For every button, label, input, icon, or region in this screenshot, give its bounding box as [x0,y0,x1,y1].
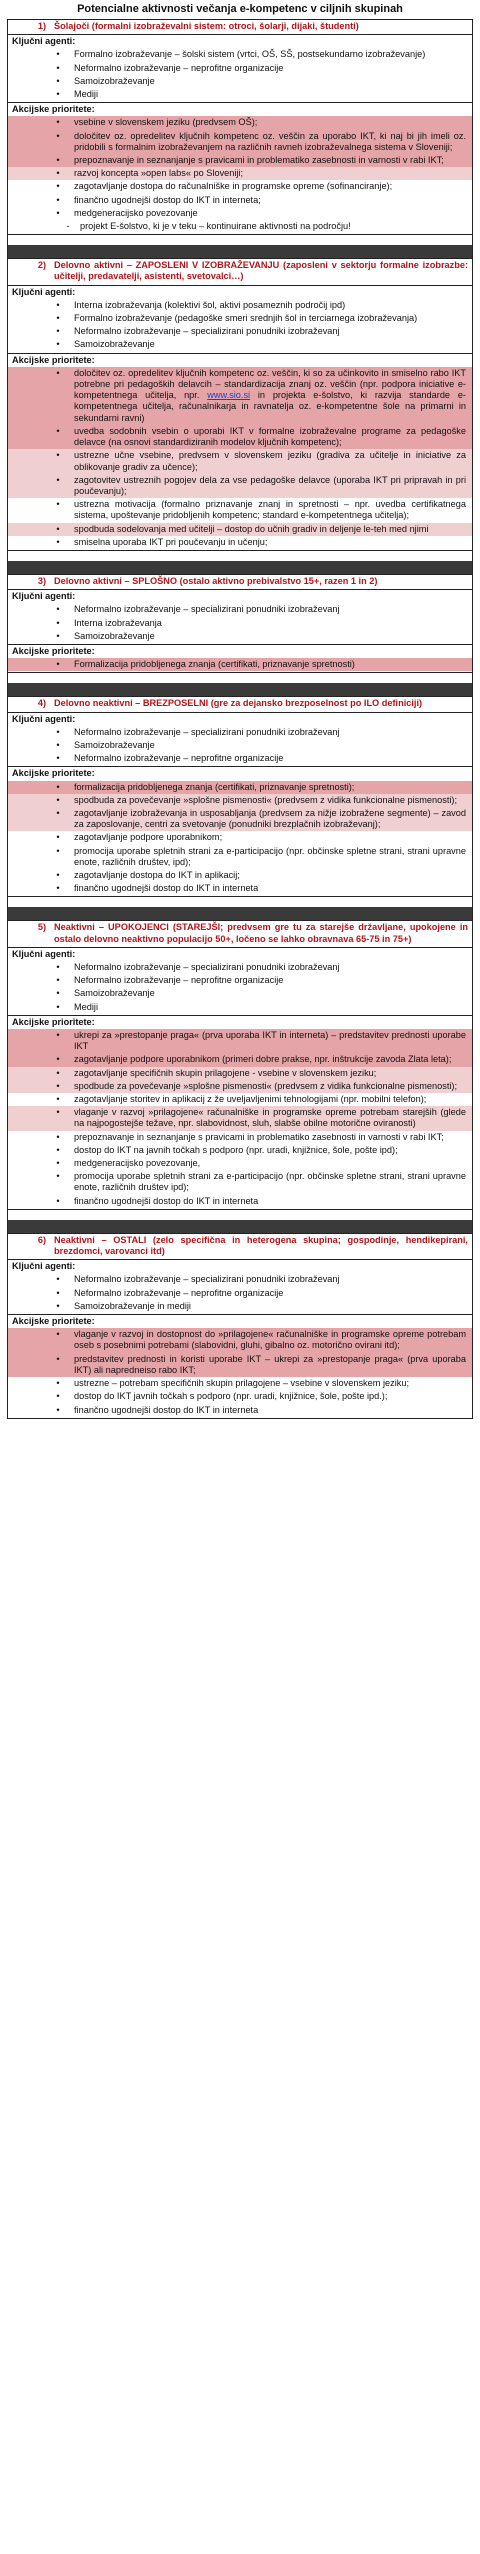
list-item: • Neformalno izobraževanje – neprofitne organizacije [8,752,472,765]
section-title: Delovno aktivni – SPLOŠNO (ostalo aktivno prebivalstvo 15+, razen 1 in 2) [54,575,378,586]
bullet-icon: • [56,1391,60,1402]
section-6-agents [8,1260,472,1315]
bullet-icon: • [56,753,60,764]
section-divider [8,245,472,259]
list-item: • vlaganje v razvoj in dostopnost do »prilagojene« računalniške in programske opreme potrebam oseb s posebnimi potrebami (slabovidni, gluhi, gibalno oz. motorično ovirani itd); [8,1328,472,1352]
section-number: 3) [37,575,46,586]
section-3-agents [8,590,472,645]
list-item: • vsebine v slovenskem jeziku (predvsem OŠ); [8,116,472,129]
bullet-icon: • [56,1107,60,1118]
bullet-icon: • [56,89,60,100]
bullet-icon: • [56,1131,60,1142]
bullet-icon: • [56,62,60,73]
list-item: • smiselna uporaba IKT pri poučevanju in učenju; [8,536,472,549]
section-2-priorities [8,354,472,550]
bullet-icon: • [56,450,60,461]
list-item: • Samoizobraževanje [8,75,472,88]
bullet-icon: • [56,499,60,510]
agents-label: Ključni agenti: [12,286,76,297]
list-item: • promocija uporabe spletnih strani za e-participacijo (npr. občinske spletne strani, strani upravne enote, različnih društev, ipd); [8,845,472,869]
list-item: • spodbuda za povečevanje »splošne pismenosti« (predvsem z vidika funkcionalne pismenosti); [8,794,472,807]
list-item: • razvoj koncepta »open labs« po Sloveniji; [8,167,472,180]
bullet-icon: • [56,845,60,856]
bullet-icon: • [56,1404,60,1415]
list-item: • določitev oz. opredelitev ključnih kompetenc oz. veščin, ki so za učinkovito in smiselno rabo IKT potrebne pri pedagoških delavcih – standardizacija znanj oz. veščin (npr. podpora iniciative e-kompetentnega učitelja, npr. www.sio.si in projekta e-šolstvo, ki razvija standarde e-kompetentnega učitelja, računalnikarja in ravnatelja oz. e-kompetentne šole na primarni in sekundarni ravni) [8,367,472,425]
list-item: • medgeneracijsko povezovanje, [8,1157,472,1170]
list-item: • formalizacija pridobljenega znanja (certifikati, priznavanje spretnosti); [8,781,472,794]
bullet-icon: • [56,1067,60,1078]
bullet-icon: • [56,313,60,324]
bullet-icon: • [56,168,60,179]
bullet-icon: • [56,536,60,547]
section-number: 5) [37,922,46,933]
section-2-heading [8,259,472,285]
list-item: • medgeneracijsko povezovanje [8,207,472,220]
dash-icon: - [66,221,70,232]
section-4-agents [8,713,472,768]
list-item: • Samoizobraževanje [8,987,472,1000]
bullet-icon: • [56,181,60,192]
list-item: • Mediji [8,88,472,101]
list-item: • Neformalno izobraževanje – specializirani ponudniki izobraževanj [8,603,472,616]
list-item: • finančno ugodnejši dostop do IKT in interneta; [8,194,472,207]
bullet-icon: • [56,975,60,986]
bullet-icon: • [56,1080,60,1091]
bullet-icon: • [56,1171,60,1182]
list-item: • ustrezne učne vsebine, predvsem v slovenskem jeziku (gradiva za učitelje in iniciative za oblikovanje gradiv za učence); [8,449,472,473]
section-6-priorities [8,1315,472,1418]
bullet-icon: • [56,523,60,534]
section-5-agents [8,948,472,1016]
list-item: • Neformalno izobraževanje – neprofitne organizacije [8,1287,472,1300]
bullet-icon: • [56,1274,60,1285]
section-5-heading [8,921,472,947]
bullet-icon: • [56,425,60,436]
section-title: Delovno aktivni – ZAPOSLENI V IZOBRAŽEVANJU (zaposleni v sektorju formalne izobrazbe: učitelji, predavatelji, asistenti, svetovalci…) [54,260,468,282]
list-item: • zagotavljanje dostopa do IKT in aplikacij; [8,869,472,882]
section-1-heading [8,20,472,35]
list-item: • vlaganje v razvoj »prilagojene« računalniške in programske opreme potrebam starejših (glede na najpogostejše težave, npr. slabovidnost, sluh, slabše obilne motorične oviranosti) [8,1106,472,1130]
list-item: • Interna izobraževanja (kolektivi šol, aktivi posameznih področij ipd) [8,299,472,312]
bullet-icon: • [56,299,60,310]
list-item: • Neformalno izobraževanje – specializirani ponudniki izobraževanj [8,1273,472,1286]
bullet-icon: • [56,869,60,880]
list-item: • zagotavljanje izobraževanja in usposabljanja (predvsem za nižje izobražene segmente) – zavod za zaposlovanje, centri za svetovanje (ponudniki brezplačnih izobraževanj); [8,807,472,831]
bullet-icon: • [56,988,60,999]
competence-table [7,19,473,1419]
agents-label: Ključni agenti: [12,1261,76,1272]
bullet-icon: • [56,659,60,670]
priorities-label: Akcijske prioritete: [12,354,95,365]
section-number: 2) [37,260,46,271]
list-item: • Neformalno izobraževanje – specializirani ponudniki izobraževanj [8,726,472,739]
priorities-label: Akcijske prioritete: [12,104,95,115]
list-item: • predstavitev prednosti in koristi uporabe IKT – ukrepi za »prestopanje praga« (prva uporaba IKT) ali napredneiso rabo IKT; [8,1353,472,1377]
bullet-icon: • [56,781,60,792]
bullet-icon: • [56,1378,60,1389]
list-item: • zagotavljanje dostopa do računalniške in programske opreme (sofinanciranje); [8,180,472,193]
agents-label: Ključni agenti: [12,36,76,47]
bullet-icon: • [56,194,60,205]
bullet-icon: • [56,130,60,141]
bullet-icon: • [56,1353,60,1364]
list-item: • ukrepi za »prestopanje praga« (prva uporaba IKT in interneta) – predstavitev prednosti uporabe IKT [8,1029,472,1053]
bullet-icon: • [56,49,60,60]
bullet-icon: • [56,883,60,894]
agents-label: Ključni agenti: [12,713,76,724]
section-divider [8,561,472,575]
section-4-heading [8,697,472,712]
list-item: - projekt E-šolstvo, ki je v teku – kontinuirane aktivnosti na področju! [8,220,472,233]
section-5-priorities [8,1016,472,1209]
bullet-icon: • [56,474,60,485]
bullet-icon: • [56,1329,60,1340]
list-item: • prepoznavanje in seznanjanje s pravicami in problematiko zasebnosti in varnosti v rabi IKT; [8,1131,472,1144]
bullet-icon: • [56,339,60,350]
section-number: 1) [37,21,46,31]
bullet-icon: • [56,1287,60,1298]
section-title: Neaktivni – OSTALI (zelo specifična in heterogena skupina; gospodinje, hendikepirani, brezdomci, varovanci itd) [54,1234,468,1257]
list-item: • zagotovitev ustreznih pogojev dela za vse pedagoške delavce (uporaba IKT pri pripravah in pri poučevanju); [8,474,472,498]
bullet-icon: • [56,207,60,218]
list-item: • ustrezna motivacija (formalno priznavanje znanj in spretnosti – npr. uvedba certifikatnega sistema, upoštevanje pridobljenih kompetenc; standard e-kompetentnega učitelja); [8,498,472,522]
section-divider [8,683,472,697]
section-1-priorities [8,103,472,234]
list-item: • zagotavljanje storitev in aplikacij z že uveljavljenimi tehnologijami (npr. mobilni telefon); [8,1093,472,1106]
list-item: • spodbude za povečevanje »splošne pismenosti« (predvsem z vidika funkcionalne pismenosti); [8,1080,472,1093]
priorities-label: Akcijske prioritete: [12,1016,95,1027]
list-item: • promocija uporabe spletnih strani za e-participacijo (npr. občinske spletne strani, strani upravne enote, različnih društev ipd); [8,1170,472,1194]
priorities-label: Akcijske prioritete: [12,768,95,779]
bullet-icon: • [56,794,60,805]
bullet-icon: • [56,1300,60,1311]
priorities-label: Akcijske prioritete: [12,645,95,656]
bullet-icon: • [56,604,60,615]
list-item: • Interna izobraževanja [8,617,472,630]
section-title: Neaktivni – UPOKOJENCI (STAREJŠI; predvsem gre tu za starejše državljane, upokojene in ostalo delovno neaktivno populacijo 50+, ločeno se lahko obravnava 65-75 in 75+) [54,922,468,944]
list-item: • zagotavljanje podpore uporabnikom (primeri dobre prakse, npr. inštrukcije zavoda Zlata leta); [8,1053,472,1066]
list-item: • Samoizobraževanje [8,338,472,351]
list-item: • določitev oz. opredelitev ključnih kompetenc oz. veščin za uporabo IKT, ki naj bi jih imeli oz. pridobili s formalnim izobraževanjem na različnih ravneh izobraževalnega sistema v Sloveniji; [8,130,472,154]
sio-link[interactable]: www.sio.si [207,390,251,401]
list-item: • Formalno izobraževanje – šolski sistem (vrtci, OŠ, SŠ, postsekundarno izobraževanje) [8,48,472,61]
bullet-icon: • [56,155,60,166]
priorities-label: Akcijske prioritete: [12,1316,95,1327]
section-4-priorities [8,767,472,896]
section-divider [8,1220,472,1234]
list-item: • dostop do IKT na javnih točkah s podporo (npr. uradi, knjižnice, šole, pošte ipd); [8,1144,472,1157]
bullet-icon: • [56,1030,60,1041]
bullet-icon: • [56,726,60,737]
list-item: • spodbuda sodelovanja med učitelji – dostop do učnih gradiv in deljenje le-teh med njimi [8,523,472,536]
list-item: • Samoizobraževanje [8,630,472,643]
agents-label: Ključni agenti: [12,948,76,959]
section-2-agents [8,286,472,354]
section-6-heading [8,1234,472,1260]
section-1-agents [8,35,472,103]
bullet-icon: • [56,617,60,628]
bullet-icon: • [56,1001,60,1012]
section-number: 4) [37,698,46,709]
list-item: • finančno ugodnejši dostop do IKT in interneta [8,882,472,895]
bullet-icon: • [56,739,60,750]
list-item: • Mediji [8,1001,472,1014]
list-item: • uvedba sodobnih vsebin o uporabi IKT v formalne izobraževalne programe za pedagoške delavce (na osnovi standardiziranih modelov ključnih kompetenc); [8,425,472,449]
list-item: • Neformalno izobraževanje – specializirani ponudniki izobraževanj [8,325,472,338]
list-item: • dostop do IKT javnih točkah s podporo (npr. uradi, knjižnice, šole, pošte ipd.); [8,1390,472,1403]
section-title: Delovno neaktivni – BREZPOSELNI (gre za dejansko brezposelnost po ILO definiciji) [54,698,423,709]
bullet-icon: • [56,1158,60,1169]
bullet-icon: • [56,807,60,818]
list-item: • Formalno izobraževanje (pedagoške smeri srednjih šol in terciarnega izobraževanja) [8,312,472,325]
bullet-icon: • [56,1195,60,1206]
document-title: Potencialne aktivnosti večanja e-kompetenc v ciljnih skupinah [77,3,403,15]
list-item: • Formalizacija pridobljenega znanja (certifikati, priznavanje spretnosti) [8,658,472,671]
bullet-icon: • [56,832,60,843]
bullet-icon: • [56,1094,60,1105]
list-item: • ustrezne – potrebam specifičnih skupin prilagojene – vsebine v slovenskem jeziku; [8,1377,472,1390]
agents-label: Ključni agenti: [12,591,76,602]
list-item: • zagotavljanje specifičnih skupin prilagojene - vsebine v slovenskem jeziku; [8,1067,472,1080]
list-item: • finančno ugodnejši dostop do IKT in interneta [8,1195,472,1208]
list-item: • Neformalno izobraževanje – neprofitne organizacije [8,62,472,75]
bullet-icon: • [56,1144,60,1155]
bullet-icon: • [56,1054,60,1065]
list-item: • zagotavljanje podpore uporabnikom; [8,831,472,844]
list-item: • Samoizobraževanje in mediji [8,1300,472,1313]
list-item: • Neformalno izobraževanje – neprofitne organizacije [8,974,472,987]
section-divider [8,907,472,921]
section-3-heading [8,575,472,590]
bullet-icon: • [56,367,60,378]
bullet-icon: • [56,117,60,128]
bullet-icon: • [56,962,60,972]
bullet-icon: • [56,75,60,86]
list-item: • prepoznavanje in seznanjanje s pravicami in problematiko zasebnosti in varnosti v rabi IKT; [8,154,472,167]
list-item: • Neformalno izobraževanje – specializirani ponudniki izobraževanj [8,961,472,974]
bullet-icon: • [56,326,60,337]
section-title: Šolajoči (formalni izobraževalni sistem: otroci, šolarji, dijaki, študenti) [54,21,359,31]
section-3-priorities [8,645,472,672]
section-number: 6) [37,1234,46,1245]
list-item: • Samoizobraževanje [8,739,472,752]
list-item: • finančno ugodnejši dostop do IKT in interneta [8,1404,472,1417]
bullet-icon: • [56,630,60,641]
